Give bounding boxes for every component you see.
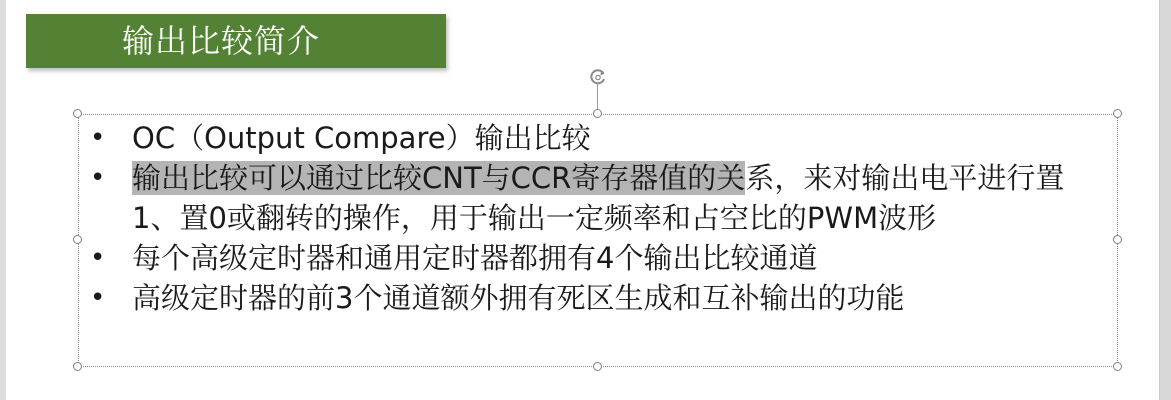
bullet-text: 高级定时器的前3个通道额外拥有死区生成和互补输出的功能 [132,281,905,315]
resize-handle-top-right[interactable] [1113,109,1122,118]
bullet-dot: • [90,243,106,273]
rotate-handle-icon[interactable] [588,67,608,87]
resize-handle-bottom-center[interactable] [593,362,602,371]
bullet-item[interactable] [84,118,1104,158]
resize-handle-bottom-left[interactable] [73,362,82,371]
resize-handle-top-left[interactable] [73,109,82,118]
bullet-text: 系，来对输出电平进行置1、置0或翻转的操作，用于输出一定频率和占空比的PWM波形 [132,161,1065,235]
selected-text[interactable]: 输出比较可以通过比较CNT与CCR寄存器值的关 [132,161,746,195]
resize-handle-middle-left[interactable] [73,235,82,244]
vertical-scrollbar[interactable] [1159,0,1171,400]
slide-title: 输出比较简介 [122,22,321,60]
slide-canvas[interactable] [6,0,1160,400]
bullet-dot: • [90,123,106,153]
bullet-dot: • [90,163,106,193]
rotate-handle-stem [597,83,598,110]
bullet-dot: • [90,283,106,313]
resize-handle-bottom-right[interactable] [1113,362,1122,371]
title-banner[interactable] [26,14,446,68]
bullet-text: OC（Output Compare）输出比较 [132,121,591,155]
bullet-item[interactable] [84,238,1104,278]
resize-handle-top-center[interactable] [593,109,602,118]
bullet-text: 每个高级定时器和通用定时器都拥有4个输出比较通道 [132,241,818,275]
bullet-item[interactable] [84,158,1104,238]
resize-handle-middle-right[interactable] [1113,235,1122,244]
bullet-list[interactable] [84,118,1104,318]
bullet-item[interactable] [84,278,1104,318]
